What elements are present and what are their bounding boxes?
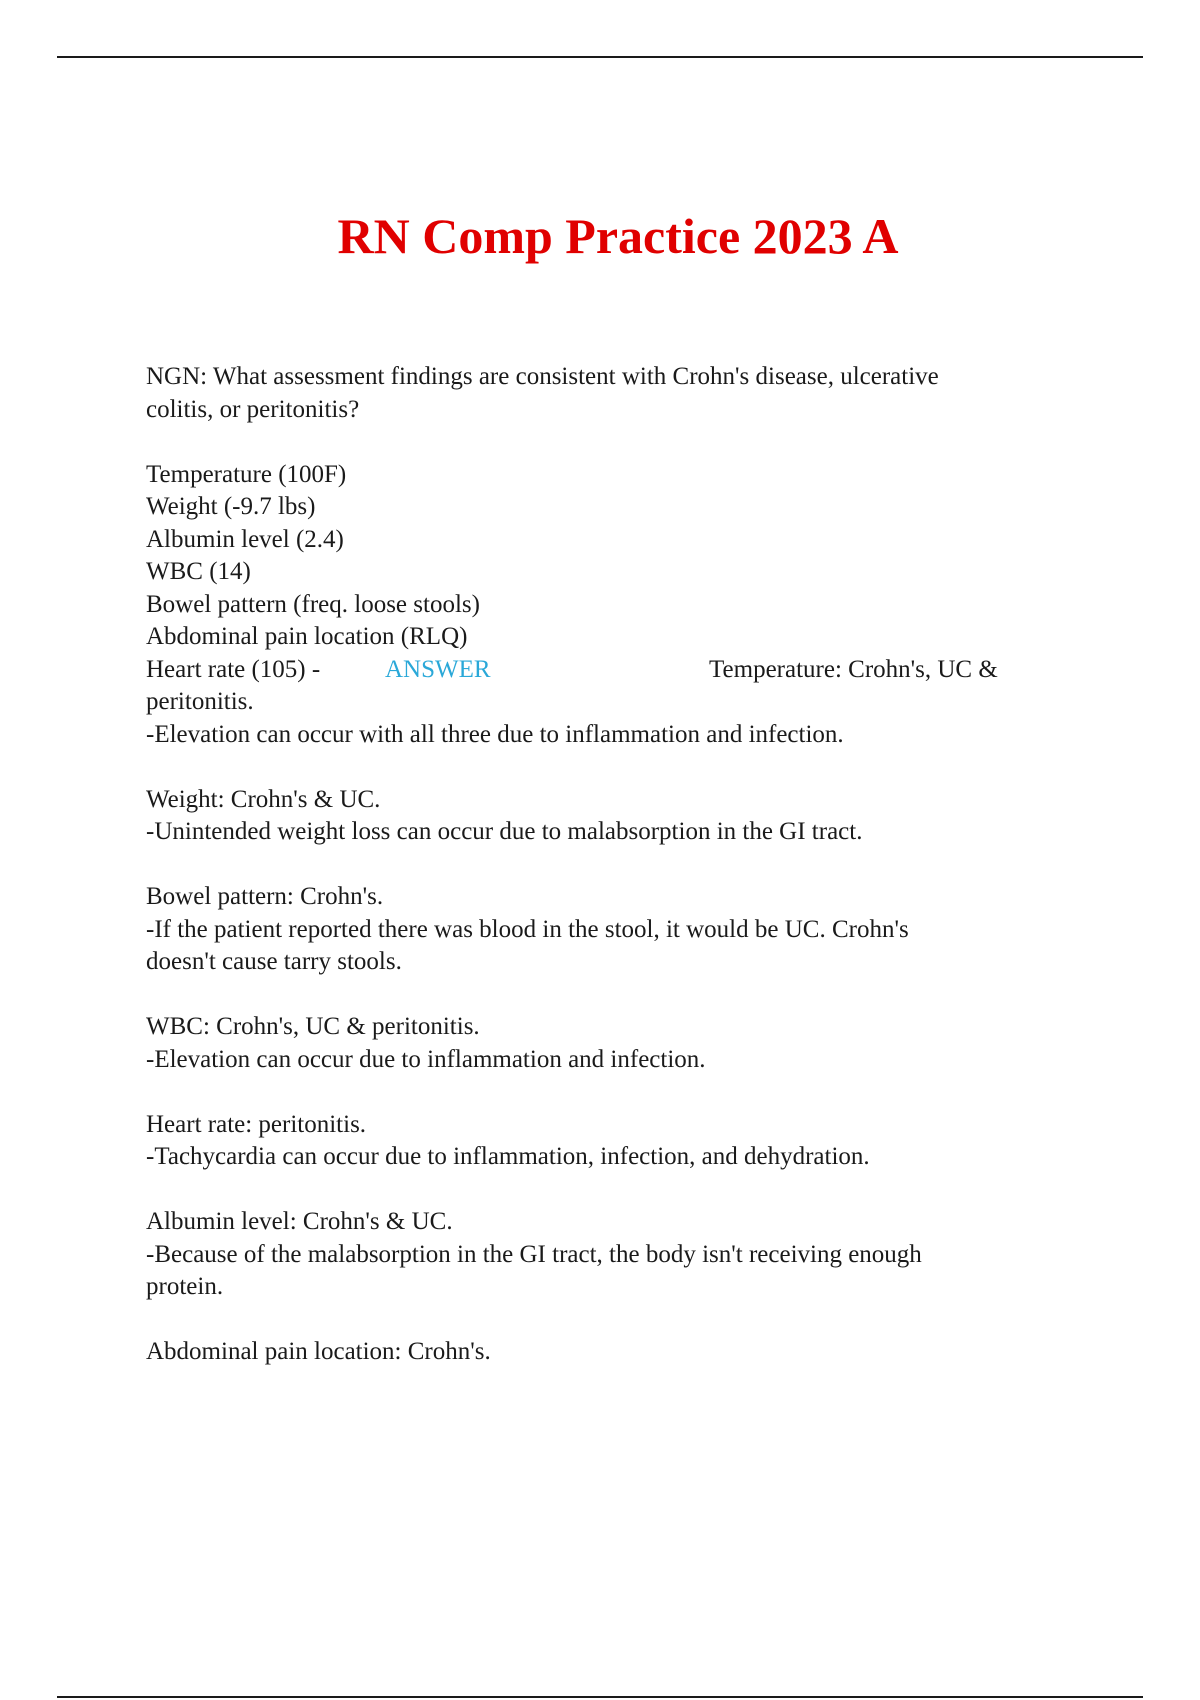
answer-bowel-pattern: Bowel pattern: Crohn's. — [146, 883, 384, 910]
answer-line — [146, 654, 1046, 687]
finding-bowel-pattern: Bowel pattern (freq. loose stools) — [146, 590, 480, 618]
answer-label: ANSWER — [385, 655, 491, 683]
paragraph-gap — [146, 849, 1046, 882]
answer-temperature-rationale: -Elevation can occur with all three due to inflammation and infection. — [146, 720, 844, 748]
finding-albumin: Albumin level (2.4) — [146, 525, 344, 553]
paragraph-gap — [146, 751, 1046, 784]
finding-abdominal-pain: Abdominal pain location (RLQ) — [146, 623, 468, 650]
question-line-2: colitis, or peritonitis? — [146, 395, 360, 423]
answer-albumin-rationale-1: -Because of the malabsorption in the GI tract, the body isn't receiving enough — [146, 1240, 922, 1268]
answer-temperature-start: Temperature: Crohn's, UC & — [709, 655, 998, 683]
bottom-horizontal-rule — [57, 1696, 1143, 1698]
paragraph-gap — [146, 1076, 1046, 1109]
finding-temperature: Temperature (100F) — [146, 460, 347, 488]
answer-bowel-rationale-1: -If the patient reported there was blood in the stool, it would be UC. Crohn's — [146, 915, 909, 943]
paragraph-gap — [146, 426, 1046, 459]
answer-heart-rate-rationale: -Tachycardia can occur due to inflammation, infection, and dehydration. — [146, 1143, 870, 1170]
answer-weight: Weight: Crohn's & UC. — [146, 785, 381, 813]
answer-abdominal-pain: Abdominal pain location: Crohn's. — [146, 1338, 491, 1365]
document-body — [146, 361, 1046, 1369]
paragraph-gap — [146, 979, 1046, 1012]
document-title: RN Comp Practice 2023 A — [337, 208, 899, 264]
answer-wbc-rationale: -Elevation can occur due to inflammation and infection. — [146, 1045, 706, 1073]
finding-heart-rate: Heart rate (105) - — [146, 655, 321, 683]
finding-weight: Weight (-9.7 lbs) — [146, 493, 316, 520]
top-horizontal-rule — [57, 56, 1143, 58]
paragraph-gap — [146, 1304, 1046, 1337]
answer-wbc: WBC: Crohn's, UC & peritonitis. — [146, 1013, 480, 1040]
answer-temperature-line-2: peritonitis. — [146, 688, 254, 715]
answer-albumin: Albumin level: Crohn's & UC. — [146, 1208, 453, 1235]
answer-bowel-rationale-2: doesn't cause tarry stools. — [146, 948, 402, 975]
answer-albumin-rationale-2: protein. — [146, 1273, 224, 1300]
finding-wbc: WBC (14) — [146, 558, 251, 585]
paragraph-gap — [146, 1174, 1046, 1207]
question-line-1: NGN: What assessment findings are consistent with Crohn's disease, ulcerative — [146, 363, 939, 390]
answer-weight-rationale: -Unintended weight loss can occur due to malabsorption in the GI tract. — [146, 818, 863, 845]
answer-heart-rate: Heart rate: peritonitis. — [146, 1110, 367, 1138]
